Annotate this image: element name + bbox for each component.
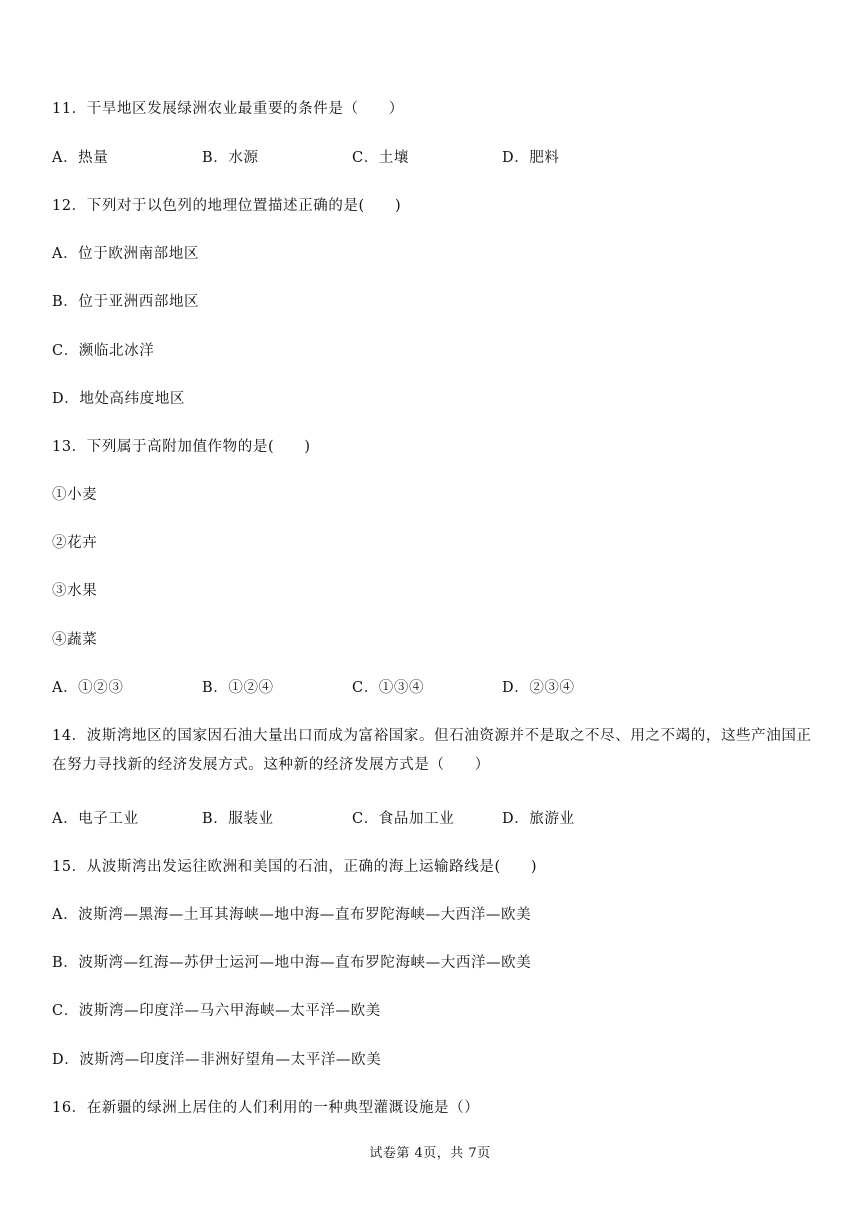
question-13-item: ④蔬菜 <box>52 632 98 648</box>
option-b: B．水源 <box>202 150 259 166</box>
question-13-item: ①小麦 <box>52 487 98 503</box>
option-d: D．②③④ <box>502 680 575 696</box>
question-13-item: ②花卉 <box>52 535 98 551</box>
question-13-stem: 13．下列属于高附加值作物的是( ) <box>52 439 311 455</box>
option-c: C．波斯湾—印度洋—马六甲海峡—太平洋—欧美 <box>52 1003 381 1019</box>
option-b: B．波斯湾—红海—苏伊士运河—地中海—直布罗陀海峡—大西洋—欧美 <box>52 955 532 971</box>
question-13-item: ③水果 <box>52 583 98 599</box>
question-16-stem: 16．在新疆的绿洲上居住的人们利用的一种典型灌溉设施是（） <box>52 1100 480 1116</box>
option-a: A．①②③ <box>52 680 124 696</box>
option-c: C．濒临北冰洋 <box>52 343 155 359</box>
option-c: C．①③④ <box>352 680 425 696</box>
option-c: C．土壤 <box>352 150 409 166</box>
option-a: A．位于欧洲南部地区 <box>52 246 199 262</box>
option-d: D．波斯湾—印度洋—非洲好望角—太平洋—欧美 <box>52 1052 382 1068</box>
option-b: B．①②④ <box>202 680 274 696</box>
question-15-stem: 15．从波斯湾出发运往欧洲和美国的石油，正确的海上运输路线是( ) <box>52 859 538 875</box>
option-a: A．波斯湾—黑海—土耳其海峡—地中海—直布罗陀海峡—大西洋—欧美 <box>52 907 532 923</box>
option-b: B．服装业 <box>202 811 274 827</box>
question-12-stem: 12．下列对于以色列的地理位置描述正确的是( ) <box>52 198 402 214</box>
option-c: C．食品加工业 <box>352 811 455 827</box>
question-14-stem: 14．波斯湾地区的国家因石油大量出口而成为富裕国家。但石油资源并不是取之不尽、用之不竭的，这些产油国正在努力寻找新的经济发展方式。这种新的经济发展方式是（ ） <box>52 728 812 773</box>
option-a: A．热量 <box>52 150 109 166</box>
option-b: B．位于亚洲西部地区 <box>52 294 200 310</box>
option-d: D．旅游业 <box>502 811 575 827</box>
page-footer: 试卷第 4页，共 7页 <box>369 1146 491 1161</box>
option-d: D．地处高纬度地区 <box>52 391 186 407</box>
question-11-stem: 11．干旱地区发展绿洲农业最重要的条件是（ ） <box>52 101 404 117</box>
option-a: A．电子工业 <box>52 811 139 827</box>
option-d: D．肥料 <box>502 150 560 166</box>
